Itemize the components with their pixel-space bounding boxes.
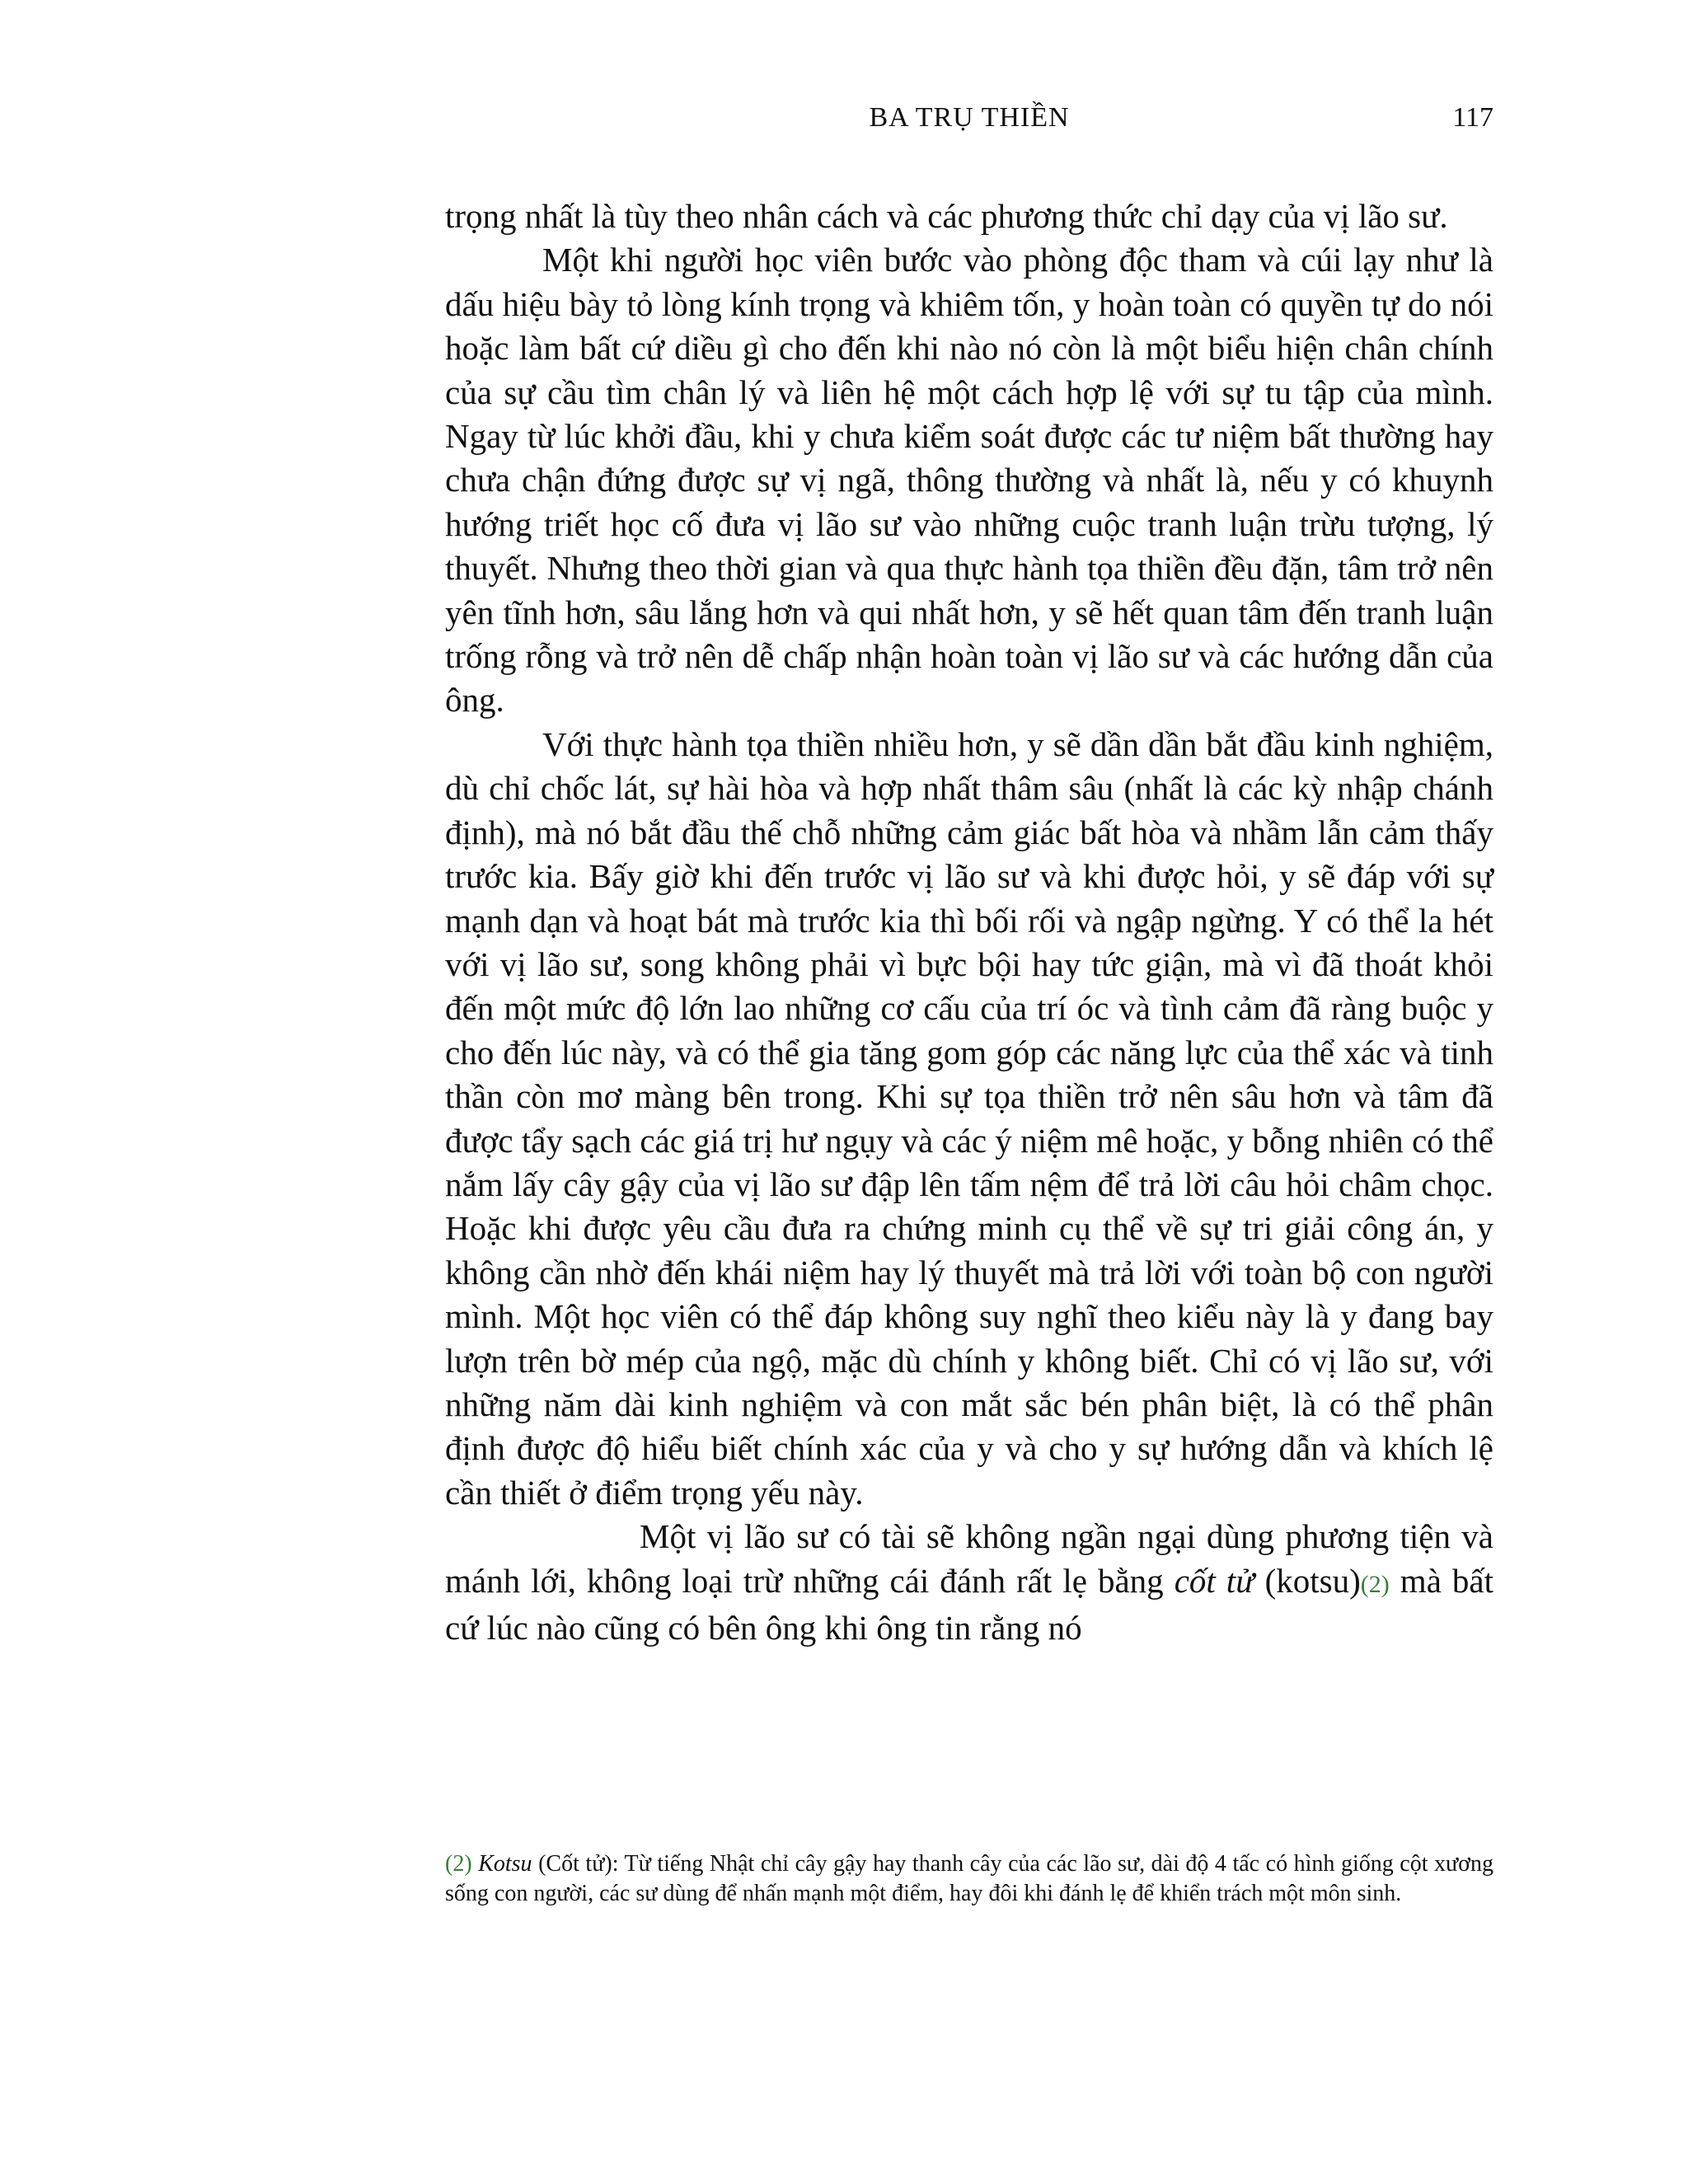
paragraph-4	[445, 1515, 1493, 1650]
footnote-text: (Cốt tử): Từ tiếng Nhật chỉ cây gậy hay thanh cây của các lão sư, dài độ 4 tấc có hình giống cột xương sống con người, các sư dùng để nhấn mạnh một điểm, hay đôi khi đánh lẹ để khiển trách một môn sinh.	[445, 1851, 1493, 1906]
paragraph-4-text-end: mà bất cứ lúc nào cũng có bên ông khi ông tin rằng nó	[445, 1561, 1494, 1647]
paragraph-4-text: Một vị lão sư có tài sẽ không ngần ngại dùng phương tiện và mánh lới, không loại trừ những cái đánh rất lẹ bằng	[445, 1517, 1493, 1600]
term-cot-tu: cốt tử	[1174, 1561, 1254, 1600]
footnote-reference-link[interactable]: (2)	[1360, 1570, 1390, 1598]
paragraph-1: trọng nhất là tùy theo nhân cách và các phương thức chỉ dạy của vị lão sư.	[445, 197, 1448, 235]
running-header	[445, 97, 1493, 138]
term-kotsu: (kotsu)	[1254, 1561, 1361, 1600]
footnote-2	[445, 1849, 1493, 1909]
footnote-number: (2)	[445, 1851, 472, 1877]
chapter-title: BA TRỤ THIỀN	[869, 102, 1070, 133]
main-text	[445, 194, 1493, 1650]
footnotes	[445, 1849, 1493, 1909]
footnote-term: Kotsu	[478, 1851, 532, 1877]
page-number: 117	[1452, 102, 1493, 133]
paragraph-2: Một khi người học viên bước vào phòng độc tham và cúi lạy như là dấu hiệu bày tỏ lòng kính trọng và khiêm tốn, y hoàn toàn có quyền tự do nói hoặc làm bất cứ diều gì cho đến khi nào nó còn là một biểu hiện chân chính của sự cầu tìm chân lý và liên hệ một cách hợp lệ với sự tu tập của mình. Ngay từ lúc khởi đầu, khi y chưa kiểm soát được các tư niệm bất thường hay chưa chận đứng được sự vị ngã, thông thường và nhất là, nếu y có khuynh hướng triết học cố đưa vị lão sư vào những cuộc tranh luận trừu tượng, lý thuyết. Nhưng theo thời gian và qua thực hành tọa thiền đều đặn, tâm trở nên yên tĩnh hơn, sâu lắng hơn và qui nhất hơn, y sẽ hết quan tâm đến tranh luận trống rỗng và trở nên dễ chấp nhận hoàn toàn vị lão sư và các hướng dẫn của ông.	[445, 241, 1493, 719]
paragraph-3: Với thực hành tọa thiền nhiều hơn, y sẽ dần dần bắt đầu kinh nghiệm, dù chỉ chốc lát, sự hài hòa và hợp nhất thâm sâu (nhất là các kỳ nhập chánh định), mà nó bắt đầu thế chỗ những cảm giác bất hòa và nhầm lẫn cảm thấy trước kia. Bấy giờ khi đến trước vị lão sư và khi được hỏi, y sẽ đáp với sự mạnh dạn và hoạt bát mà trước kia thì bối rối và ngập ngừng. Y có thể la hét với vị lão sư, song không phải vì bực bội hay tức giận, mà vì đã thoát khỏi đến một mức độ lớn lao những cơ cấu của trí óc và tình cảm đã ràng buộc y cho đến lúc này, và có thể gia tăng gom góp các năng lực của thể xác và tinh thần còn mơ màng bên trong. Khi sự tọa thiền trở nên sâu hơn và tâm đã được tẩy sạch các giá trị hư ngụy và các ý niệm mê hoặc, y bỗng nhiên có thể nắm lấy cây gậy của vị lão sư đập lên tấm nệm để trả lời câu hỏi châm chọc. Hoặc khi được yêu cầu đưa ra chứng minh cụ thể về sự tri giải công án, y không cần nhờ đến khái niệm hay lý thuyết mà trả lời với toàn bộ con người mình. Một học viên có thể đáp không suy nghĩ theo kiểu này là y đang bay lượn trên bờ mép của ngộ, mặc dù chính y không biết. Chỉ có vị lão sư, với những năm dài kinh nghiệm và con mắt sắc bén phân biệt, là có thể phân định được độ hiểu biết chính xác của y và cho y sự hướng dẫn và khích lệ cần thiết ở điểm trọng yếu này.	[445, 724, 1493, 1511]
